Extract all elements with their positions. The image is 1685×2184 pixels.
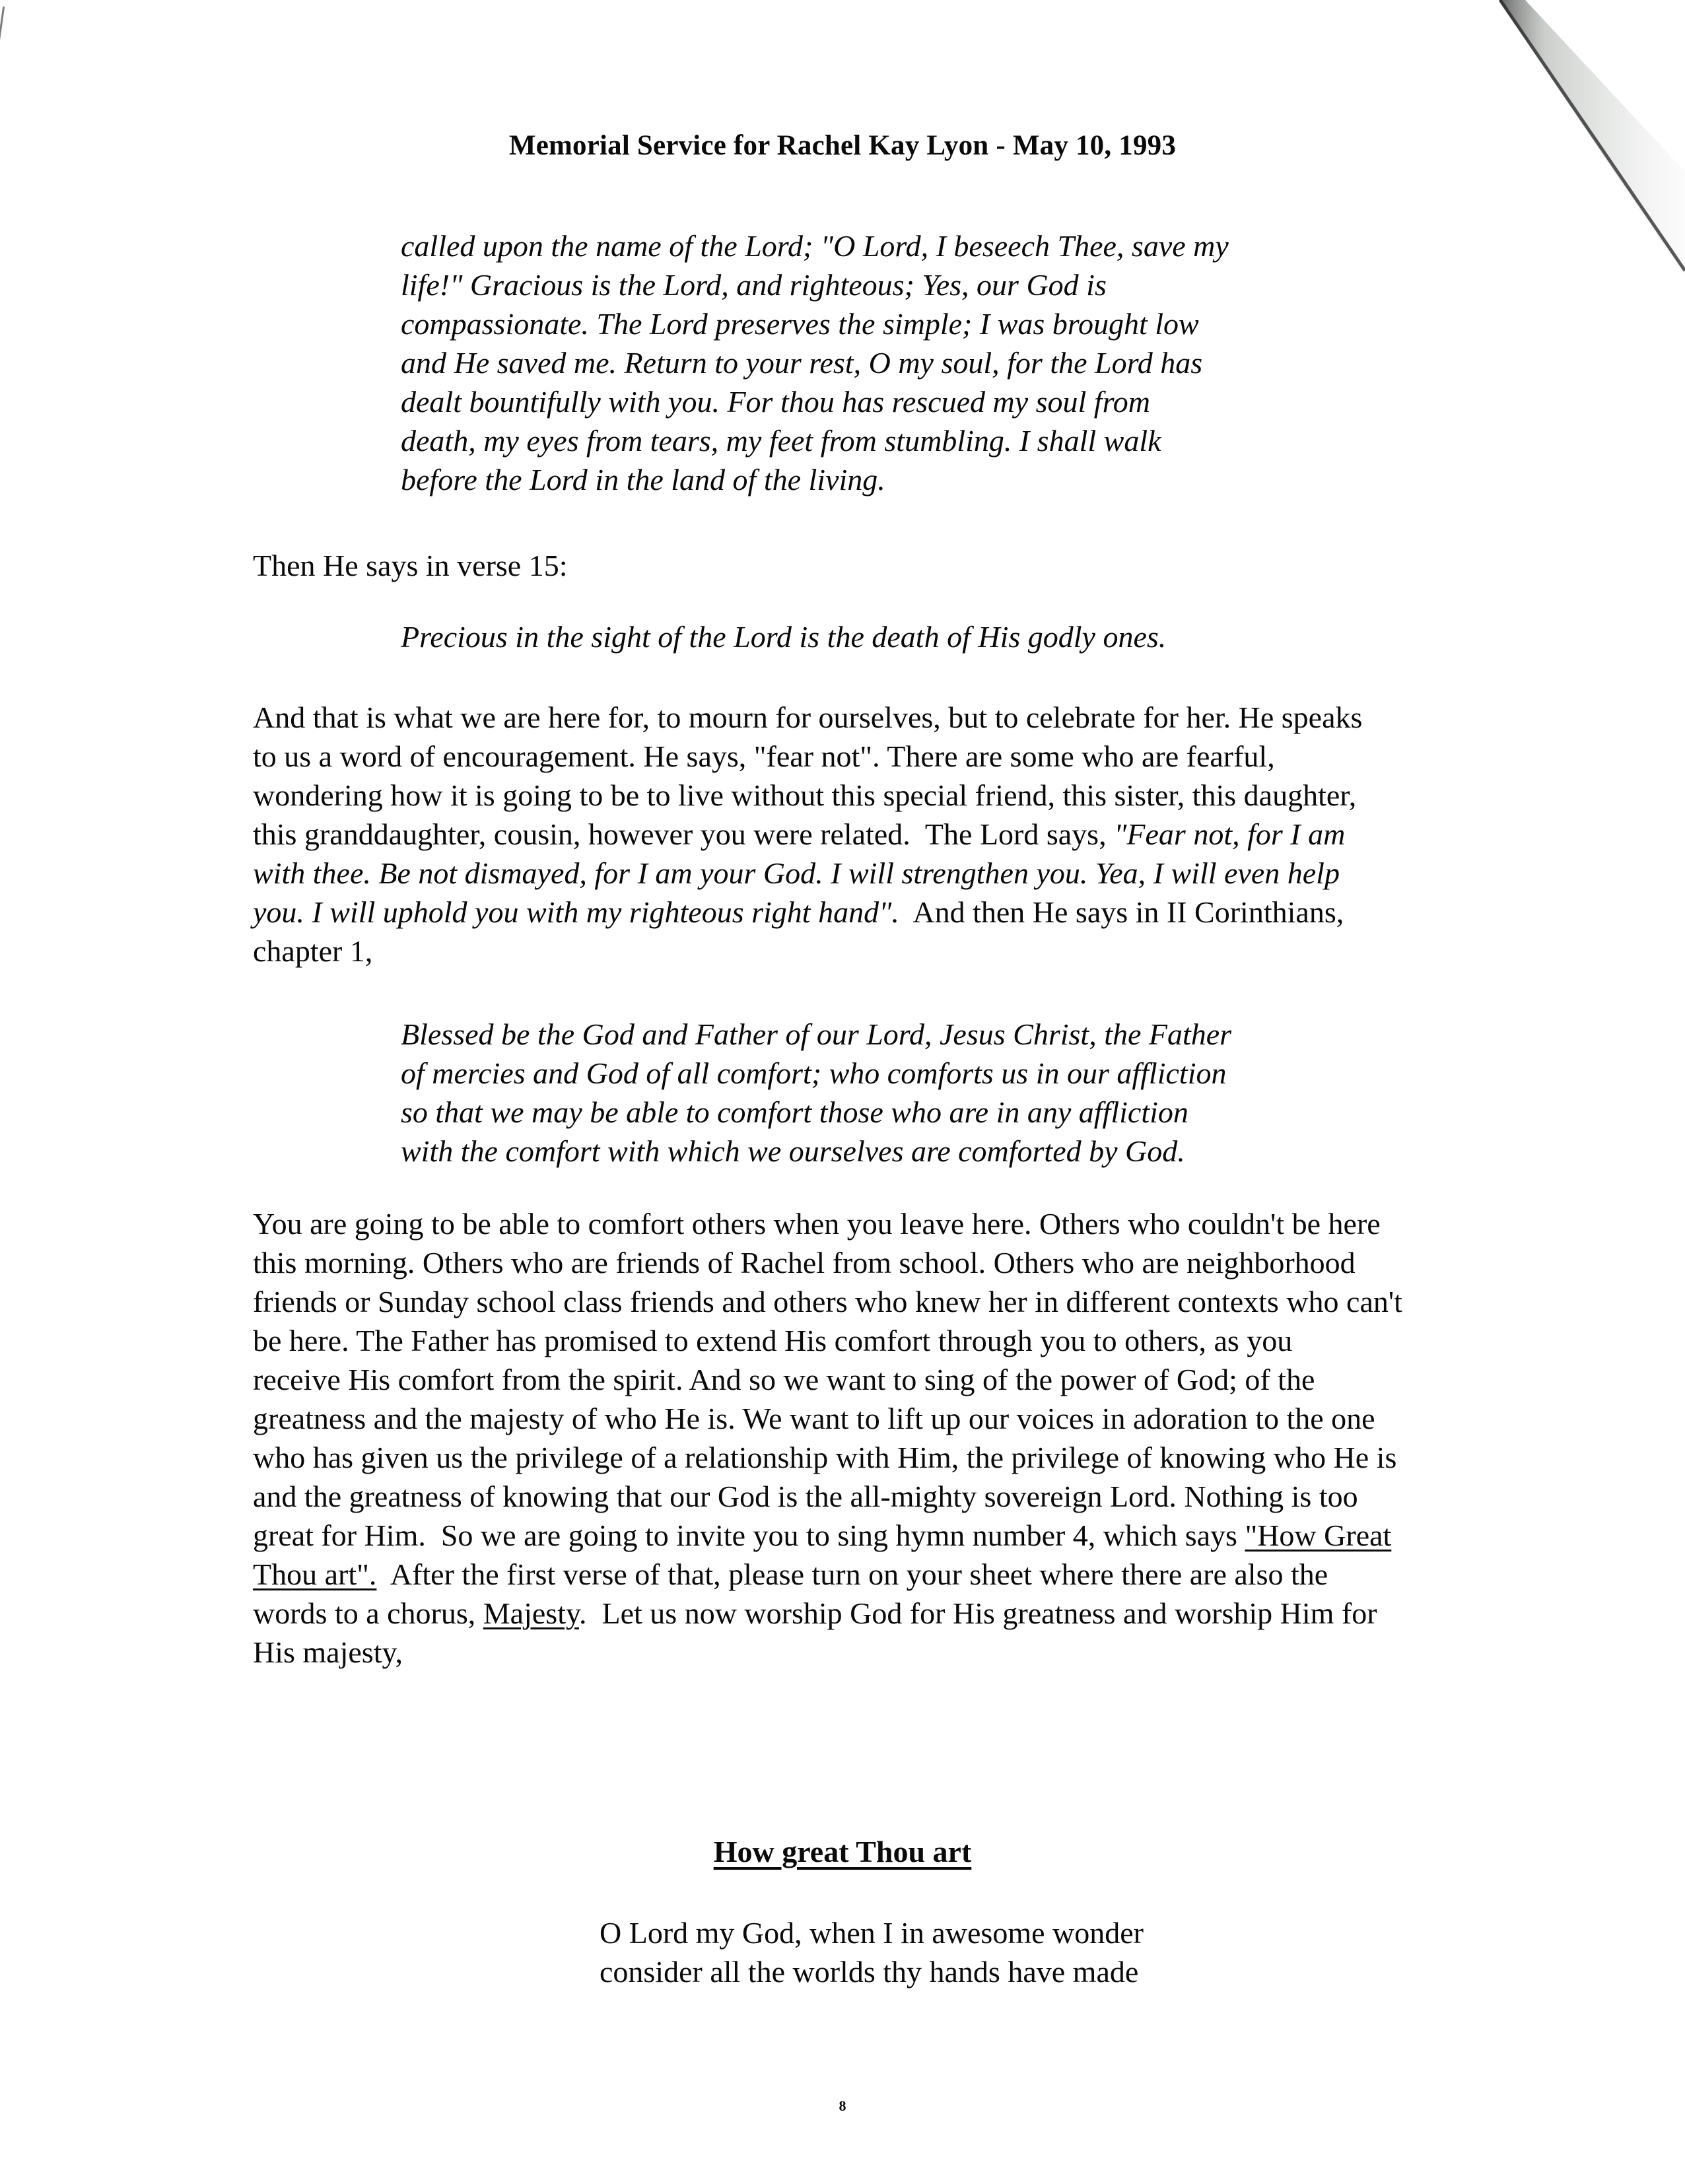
plain-text: this granddaughter, cousin, however you were related. The Lord says, — [253, 817, 1115, 851]
paragraph-line — [253, 1594, 1494, 1633]
paragraph-line: receive His comfort from the spirit. And so we want to sing of the power of God; of the — [253, 1363, 1315, 1396]
paragraph-line — [253, 1555, 1494, 1594]
psalm-quote — [401, 226, 1365, 499]
italic-text: "Fear not, for I am — [1114, 817, 1346, 851]
quote-line: Blessed be the God and Father of our Lord, Jesus Christ, the Father — [401, 1017, 1232, 1051]
paragraph-line: greatness and the majesty of who He is. We want to lift up our voices in adoration to the one — [253, 1402, 1375, 1435]
paragraph-line: with thee. Be not dismayed, for I am your God. I will strengthen you. Yea, I will even help — [253, 856, 1340, 890]
paragraph-line: wondering how it is going to be to live without this special friend, this sister, this daughter, — [253, 778, 1357, 812]
hymn-reference-underlined: "How Great — [1245, 1519, 1392, 1552]
paragraph-comfort — [253, 1204, 1494, 1672]
paragraph-line: You are going to be able to comfort others when you leave here. Others who couldn't be here — [253, 1207, 1381, 1241]
verse-intro: Then He says in verse 15: — [253, 549, 568, 582]
paragraph-line — [253, 1516, 1494, 1555]
paragraph-line: His majesty, — [253, 1635, 403, 1669]
quote-line: death, my eyes from tears, my feet from stumbling. I shall walk — [401, 424, 1161, 458]
lyric-line: O Lord my God, when I in awesome wonder — [600, 1916, 1144, 1950]
paragraph-line: chapter 1, — [253, 934, 373, 968]
plain-text: words to a chorus, — [253, 1596, 483, 1630]
hymn-title: How great Thou art — [713, 1835, 972, 1868]
lyric-line: consider all the worlds thy hands have made — [600, 1955, 1139, 1989]
quote-line: and He saved me. Return to your rest, O my soul, for the Lord has — [401, 346, 1203, 380]
scan-edge-mark — [0, 7, 9, 47]
page-title: Memorial Service for Rachel Kay Lyon - May 10, 1993 — [508, 130, 1177, 161]
verse-15-quote: Precious in the sight of the Lord is the death of His godly ones. — [401, 620, 1167, 654]
quote-line: so that we may be able to comfort those who are in any affliction — [401, 1095, 1188, 1129]
paragraph-encouragement — [253, 698, 1494, 971]
quote-line: dealt bountifully with you. For thou has rescued my soul from — [401, 385, 1150, 419]
page-number: 8 — [839, 2098, 846, 2114]
quote-line: before the Lord in the land of the living. — [401, 463, 885, 496]
plain-text: And then He says in II Corinthians, — [899, 895, 1344, 929]
paragraph-line — [253, 815, 1494, 854]
quote-line: with the comfort with which we ourselves are comforted by God. — [401, 1134, 1185, 1168]
quote-line: life!" Gracious is the Lord, and righteous; Yes, our God is — [401, 268, 1107, 302]
plain-text: After the first verse of that, please turn on your sheet where there are also the — [376, 1557, 1328, 1591]
paragraph-line — [253, 893, 1494, 932]
paragraph-line: friends or Sunday school class friends and others who knew her in different contexts who can't — [253, 1285, 1402, 1318]
quote-line: compassionate. The Lord preserves the simple; I was brought low — [401, 307, 1199, 341]
paragraph-line: and the greatness of knowing that our God is the all-mighty sovereign Lord. Nothing is too — [253, 1480, 1358, 1513]
plain-text: . Let us now worship God for His greatness and worship Him for — [579, 1596, 1377, 1630]
chorus-reference-underlined: Majesty — [483, 1596, 579, 1630]
hymn-reference-underlined: Thou art". — [253, 1557, 377, 1591]
plain-text: great for Him. So we are going to invite you to sing hymn number 4, which says — [253, 1519, 1245, 1552]
paragraph-line: And that is what we are here for, to mourn for ourselves, but to celebrate for her. He speaks — [253, 700, 1363, 734]
paragraph-line: to us a word of encouragement. He says, "fear not". There are some who are fearful, — [253, 739, 1275, 773]
paragraph-line: who has given us the privilege of a relationship with Him, the privilege of knowing who He is — [253, 1441, 1397, 1474]
italic-text: you. I will uphold you with my righteous right hand". — [253, 895, 899, 929]
paragraph-line: be here. The Father has promised to extend His comfort through you to others, as you — [253, 1324, 1293, 1357]
paragraph-line: this morning. Others who are friends of Rachel from school. Others who are neighborhood — [253, 1246, 1356, 1280]
corinthians-quote — [401, 1015, 1365, 1171]
quote-line: called upon the name of the Lord; "O Lord, I beseech Thee, save my — [401, 229, 1229, 263]
quote-line: of mercies and God of all comfort; who comforts us in our affliction — [401, 1056, 1227, 1090]
hymn-lyrics — [600, 1913, 1260, 1991]
